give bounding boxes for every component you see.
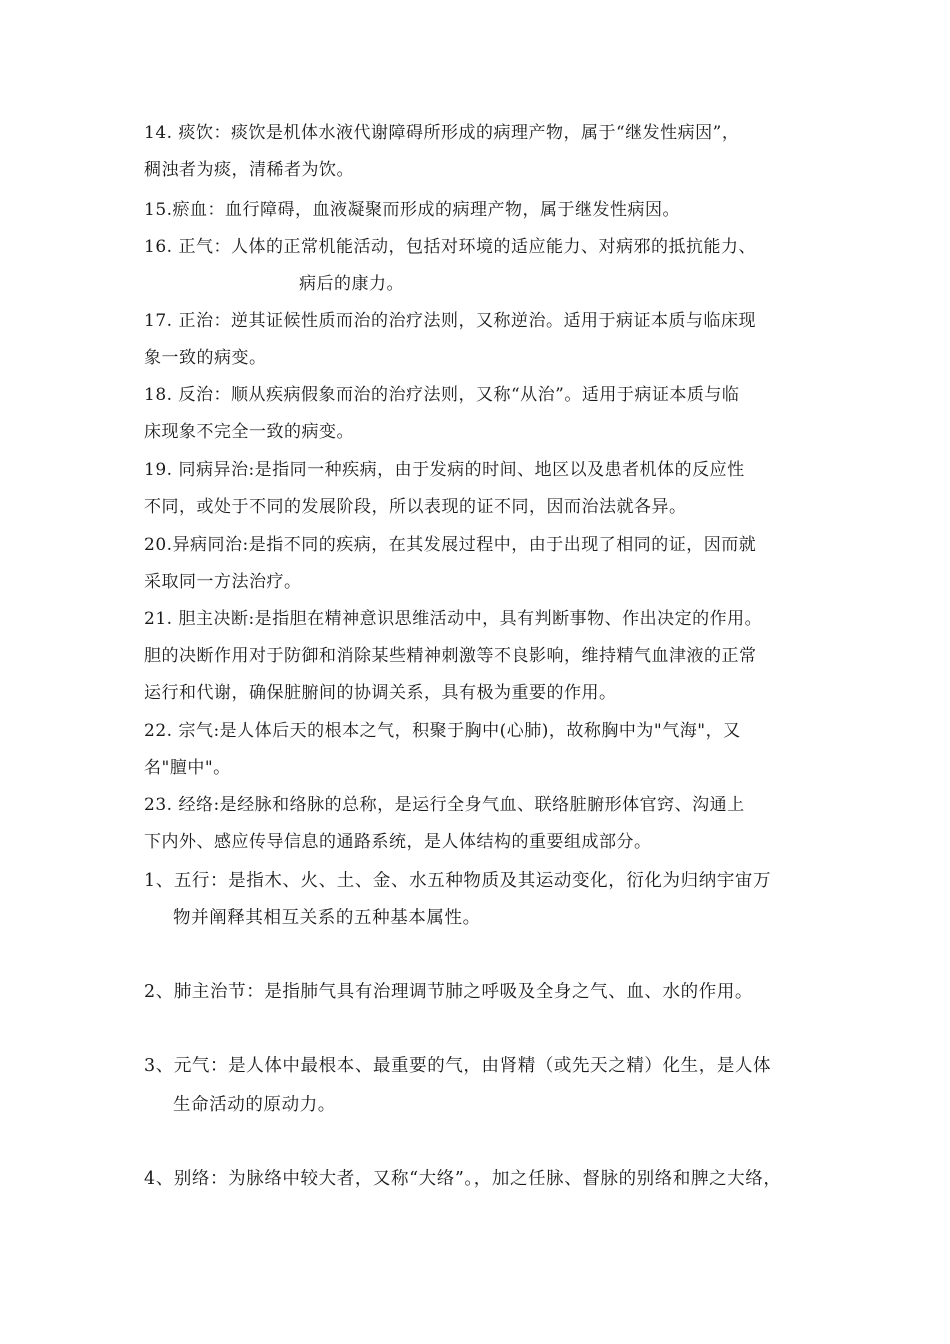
text-line: 名"膻中"。	[144, 758, 231, 778]
text-line: 运行和代谢，确保脏腑间的协调关系，具有极为重要的作用。	[144, 683, 617, 703]
text-line: 2、肺主治节：是指肺气具有治理调节肺之呼吸及全身之气、血、水的作用。	[144, 982, 754, 1002]
text-line: 3、元气：是人体中最根本、最重要的气，由肾精（或先天之精）化生，是人体	[144, 1056, 772, 1076]
text-line: 稠浊者为痰，清稀者为饮。	[144, 160, 354, 180]
text-line: 18. 反治：顺从疾病假象而治的治疗法则，又称“从治”。适用于病证本质与临	[144, 385, 740, 405]
text-line: 生命活动的原动力。	[173, 1095, 336, 1115]
text-line: 20.异病同治:是指不同的疾病，在其发展过程中，由于出现了相同的证，因而就	[144, 535, 757, 555]
text-line: 胆的决断作用对于防御和消除某些精神刺激等不良影响，维持精气血津液的正常	[144, 646, 757, 666]
text-line: 下内外、感应传导信息的通路系统，是人体结构的重要组成部分。	[144, 832, 652, 852]
text-line: 16. 正气：人体的正常机能活动，包括对环境的适应能力、对病邪的抵抗能力、	[144, 237, 756, 257]
text-line: 14. 痰饮：痰饮是机体水液代谢障碍所形成的病理产物，属于“继发性病因”，	[144, 123, 740, 143]
text-line: 1、五行：是指木、火、土、金、水五种物质及其运动变化，衍化为归纳宇宙万	[144, 871, 772, 891]
text-line: 采取同一方法治疗。	[144, 572, 302, 592]
text-line: 17. 正治：逆其证候性质而治的治疗法则，又称逆治。适用于病证本质与临床现	[144, 311, 756, 331]
text-line: 21. 胆主决断:是指胆在精神意识思维活动中，具有判断事物、作出决定的作用。	[144, 609, 763, 629]
text-line: 22. 宗气:是人体后天的根本之气，积聚于胸中(心肺)，故称胸中为"气海"，又	[144, 721, 741, 741]
text-line: 19. 同病异治:是指同一种疾病，由于发病的时间、地区以及患者机体的反应性	[144, 460, 745, 480]
text-line: 床现象不完全一致的病变。	[144, 422, 354, 442]
text-line: 物并阐释其相互关系的五种基本属性。	[173, 908, 481, 928]
text-line: 23. 经络:是经脉和络脉的总称，是运行全身气血、联络脏腑形体官窍、沟通上	[144, 795, 745, 815]
text-line: 不同，或处于不同的发展阶段，所以表现的证不同，因而治法就各异。	[144, 497, 687, 517]
text-line: 病后的康力。	[299, 274, 404, 294]
text-line: 15.瘀血：血行障碍，血液凝聚而形成的病理产物，属于继发性病因。	[144, 200, 681, 220]
text-line: 象一致的病变。	[144, 348, 267, 368]
text-line: 4、别络：为脉络中较大者，又称“大络”。，加之任脉、督脉的别络和脾之大络，	[144, 1169, 782, 1189]
